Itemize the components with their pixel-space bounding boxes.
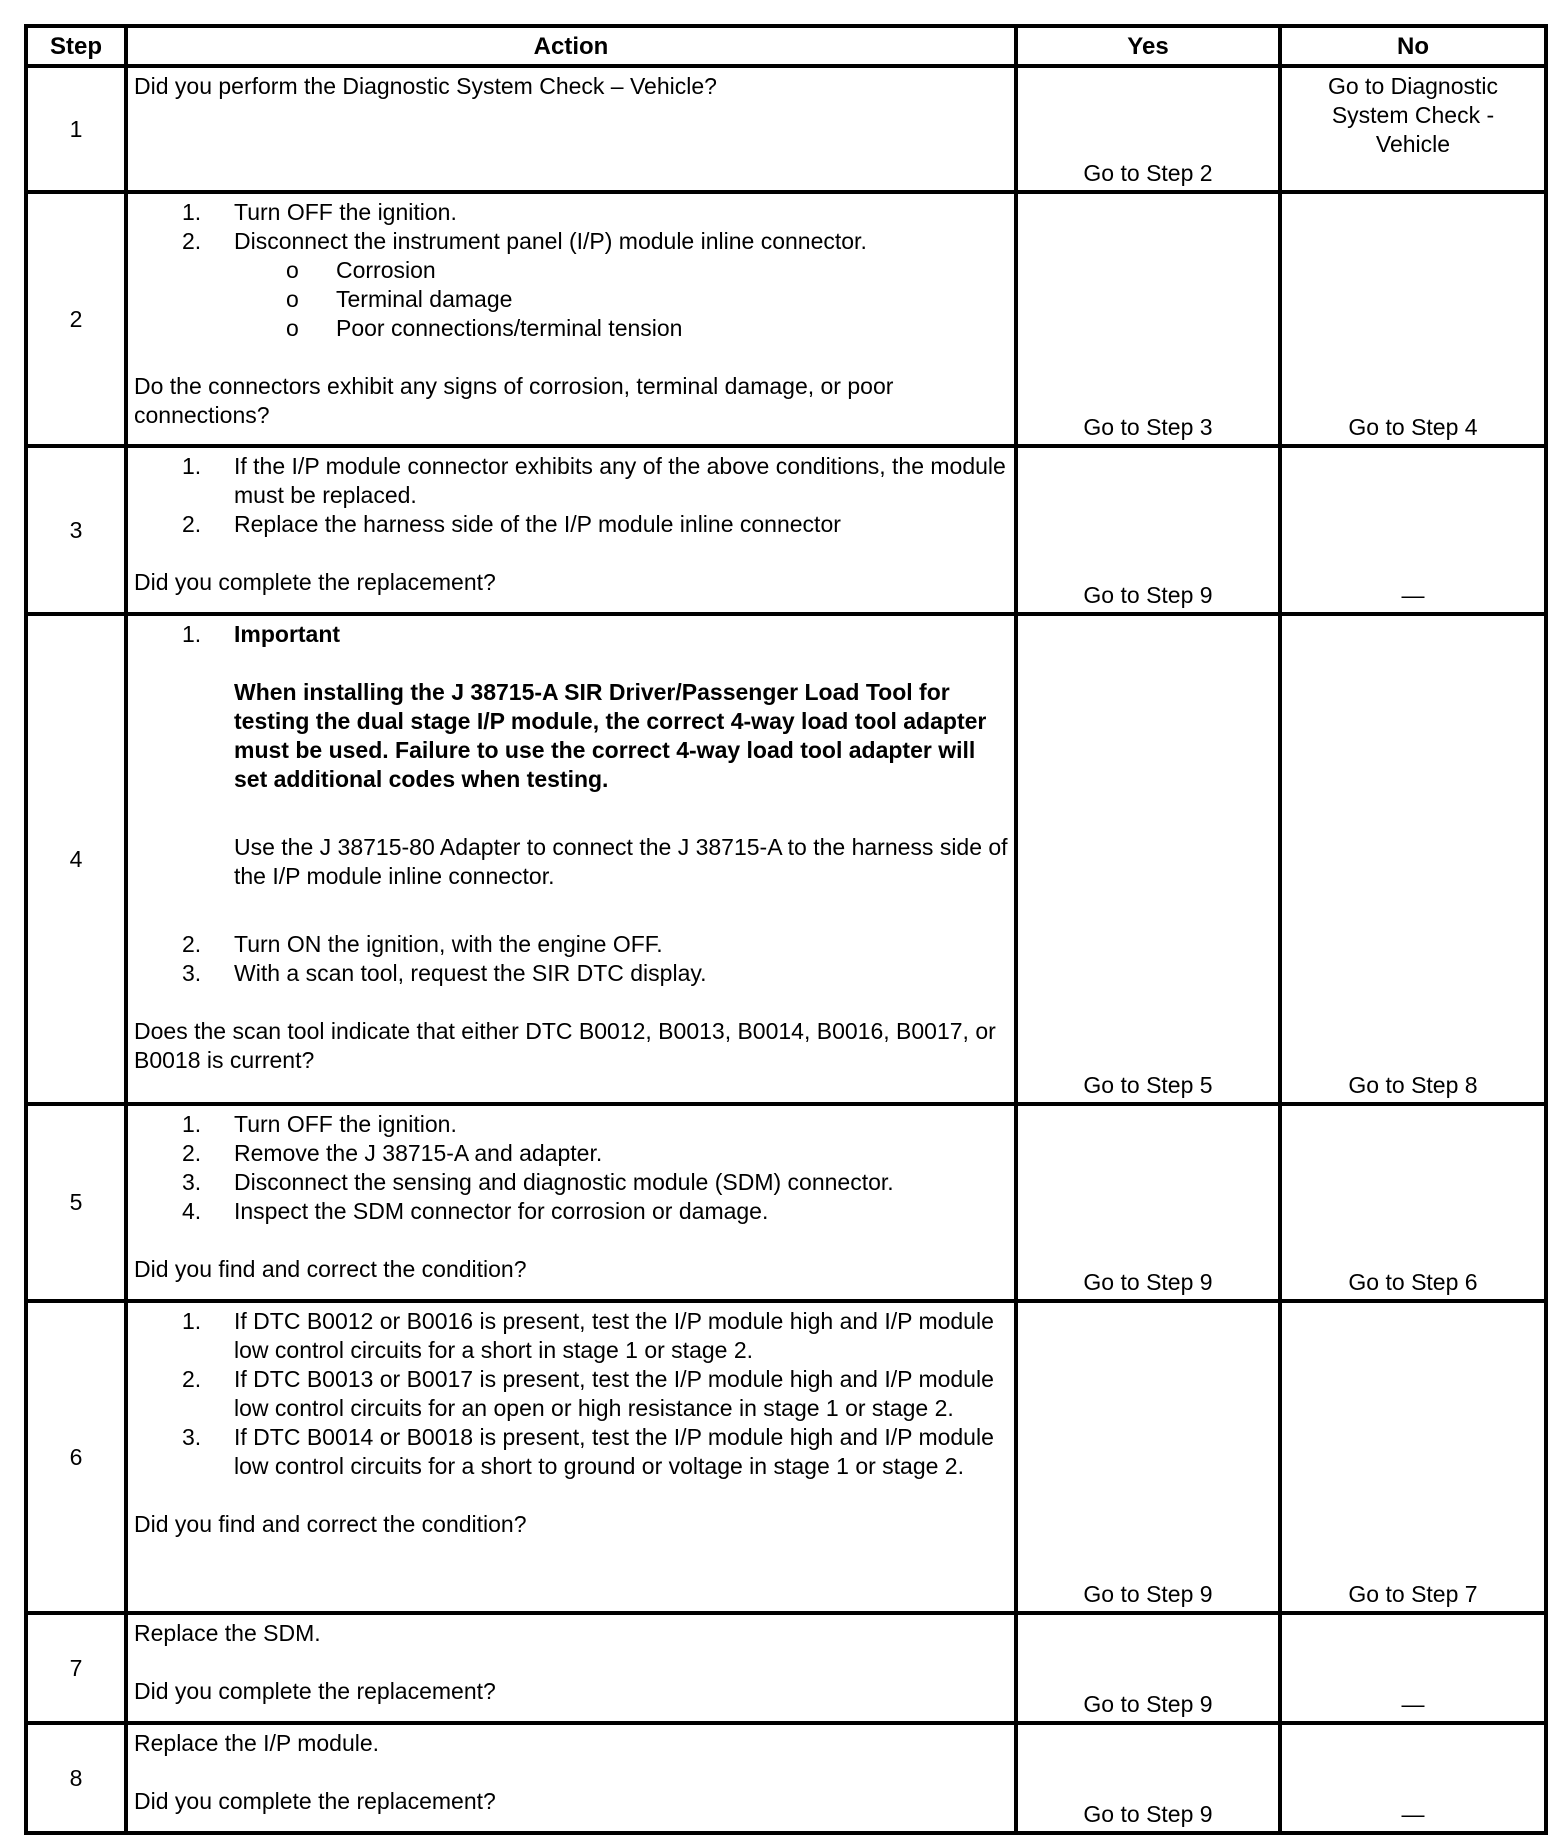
list-item: 2. Turn ON the ignition, with the engine OFF. <box>182 931 663 957</box>
step-number: 1 <box>26 66 126 192</box>
action-cell <box>126 614 1016 1104</box>
step-number: 2 <box>26 192 126 446</box>
step-number: 7 <box>26 1613 126 1723</box>
table-row <box>26 1104 1546 1301</box>
important-label: Important <box>234 621 341 647</box>
table-row <box>26 1723 1546 1833</box>
action-cell <box>126 1104 1016 1301</box>
action-text: Replace the SDM. <box>134 1620 321 1646</box>
important-text: When installing the J 38715-A SIR Driver/Passenger Load Tool for testing the dual stage I/P module, the correct 4-way load tool adapter must be used. Failure to use the correct 4-way load tool adapter will set additional codes when testing. <box>234 679 987 792</box>
question-text: Do the connectors exhibit any signs of corrosion, terminal damage, or poor connections? <box>134 373 894 428</box>
yes-link[interactable]: Go to Step 9 <box>1016 1723 1280 1833</box>
list-item: 1. If the I/P module connector exhibits any of the above conditions, the module must be replaced. <box>182 453 1006 508</box>
question-text: Did you complete the replacement? <box>134 1678 496 1704</box>
question-text: Did you complete the replacement? <box>134 569 496 595</box>
list-item: 2. Replace the harness side of the I/P module inline connector <box>182 511 841 537</box>
table-row <box>26 192 1546 446</box>
no-link[interactable]: Go to Step 4 <box>1280 192 1546 446</box>
inspection-list <box>234 256 1008 343</box>
no-link[interactable]: Go to Step 7 <box>1280 1301 1546 1613</box>
table-row <box>26 66 1546 192</box>
no-link[interactable]: Go to Step 8 <box>1280 614 1546 1104</box>
diagnostic-table <box>24 24 1548 1835</box>
question-text: Did you complete the replacement? <box>134 1788 496 1814</box>
question-text: Did you find and correct the condition? <box>134 1511 527 1537</box>
yes-link[interactable]: Go to Step 9 <box>1016 1613 1280 1723</box>
list-item: 3. With a scan tool, request the SIR DTC display. <box>182 960 707 986</box>
action-list <box>134 1110 1008 1226</box>
action-cell <box>126 1613 1016 1723</box>
step-number: 8 <box>26 1723 126 1833</box>
action-cell <box>126 446 1016 614</box>
step-number: 4 <box>26 614 126 1104</box>
question-text: Did you find and correct the condition? <box>134 1256 527 1282</box>
no-link[interactable]: Go to Step 6 <box>1280 1104 1546 1301</box>
list-item: 2. If DTC B0013 or B0017 is present, test the I/P module high and I/P module low control circuits for an open or high resistance in stage 1 or stage 2. <box>182 1366 994 1421</box>
action-list <box>134 620 1008 988</box>
table-row <box>26 1613 1546 1723</box>
list-item: 2. Disconnect the instrument panel (I/P) module inline connector. o Corrosion o Terminal damage o Poor connections/terminal tension <box>234 227 1008 343</box>
list-item: 1. Important When installing the J 38715-A SIR Driver/Passenger Load Tool for testing the dual stage I/P module, the correct 4-way load tool adapter must be used. Failure to use the correct 4-way load tool adapter will set additional codes when testing. Use the J 38715-80 Adapter to connect the J 38715-A to the harness side of the I/P module inline connector. <box>182 621 1008 889</box>
yes-link[interactable]: Go to Step 2 <box>1016 66 1280 192</box>
table-row <box>26 614 1546 1104</box>
yes-link[interactable]: Go to Step 9 <box>1016 1104 1280 1301</box>
no-link-text: Go to Diagnostic System Check - Vehicle <box>1327 73 1499 157</box>
step-number: 3 <box>26 446 126 614</box>
action-list <box>134 198 1008 343</box>
yes-link[interactable]: Go to Step 9 <box>1016 1301 1280 1613</box>
list-item: 1. Turn OFF the ignition. <box>182 1111 457 1137</box>
list-item: 3. Disconnect the sensing and diagnostic module (SDM) connector. <box>182 1169 894 1195</box>
list-item: 1. Turn OFF the ignition. <box>182 199 457 225</box>
question-text: Does the scan tool indicate that either DTC B0012, B0013, B0014, B0016, B0017, or B0018 is current? <box>134 1018 996 1073</box>
action-cell <box>126 1723 1016 1833</box>
list-item: 3. If DTC B0014 or B0018 is present, test the I/P module high and I/P module low control circuits for a short to ground or voltage in stage 1 or stage 2. <box>182 1424 994 1479</box>
list-item: o Poor connections/terminal tension <box>286 315 683 341</box>
header-row <box>26 26 1546 66</box>
action-text: Replace the I/P module. <box>134 1730 380 1756</box>
no-link[interactable] <box>1280 66 1546 192</box>
action-cell <box>126 1301 1016 1613</box>
list-item: o Terminal damage <box>286 286 513 312</box>
action-text: Did you perform the Diagnostic System Check – Vehicle? <box>134 73 717 99</box>
no-dash: — <box>1280 1613 1546 1723</box>
yes-link[interactable]: Go to Step 5 <box>1016 614 1280 1104</box>
action-list <box>134 452 1008 539</box>
header-no: No <box>1280 26 1546 66</box>
list-item: 2. Remove the J 38715-A and adapter. <box>182 1140 603 1166</box>
header-action: Action <box>126 26 1016 66</box>
header-yes: Yes <box>1016 26 1280 66</box>
no-dash: — <box>1280 1723 1546 1833</box>
action-cell <box>126 192 1016 446</box>
step-number: 6 <box>26 1301 126 1613</box>
list-item: 4. Inspect the SDM connector for corrosion or damage. <box>182 1198 769 1224</box>
yes-link[interactable]: Go to Step 9 <box>1016 446 1280 614</box>
action-list <box>134 1307 1008 1481</box>
step-number: 5 <box>26 1104 126 1301</box>
table-row <box>26 446 1546 614</box>
header-step: Step <box>26 26 126 66</box>
yes-link[interactable]: Go to Step 3 <box>1016 192 1280 446</box>
no-dash: — <box>1280 446 1546 614</box>
action-cell <box>126 66 1016 192</box>
note-text: Use the J 38715-80 Adapter to connect the J 38715-A to the harness side of the I/P module inline connector. <box>234 834 1008 889</box>
table-row <box>26 1301 1546 1613</box>
list-item: 1. If DTC B0012 or B0016 is present, test the I/P module high and I/P module low control circuits for a short in stage 1 or stage 2. <box>182 1308 994 1363</box>
list-item: o Corrosion <box>286 257 436 283</box>
